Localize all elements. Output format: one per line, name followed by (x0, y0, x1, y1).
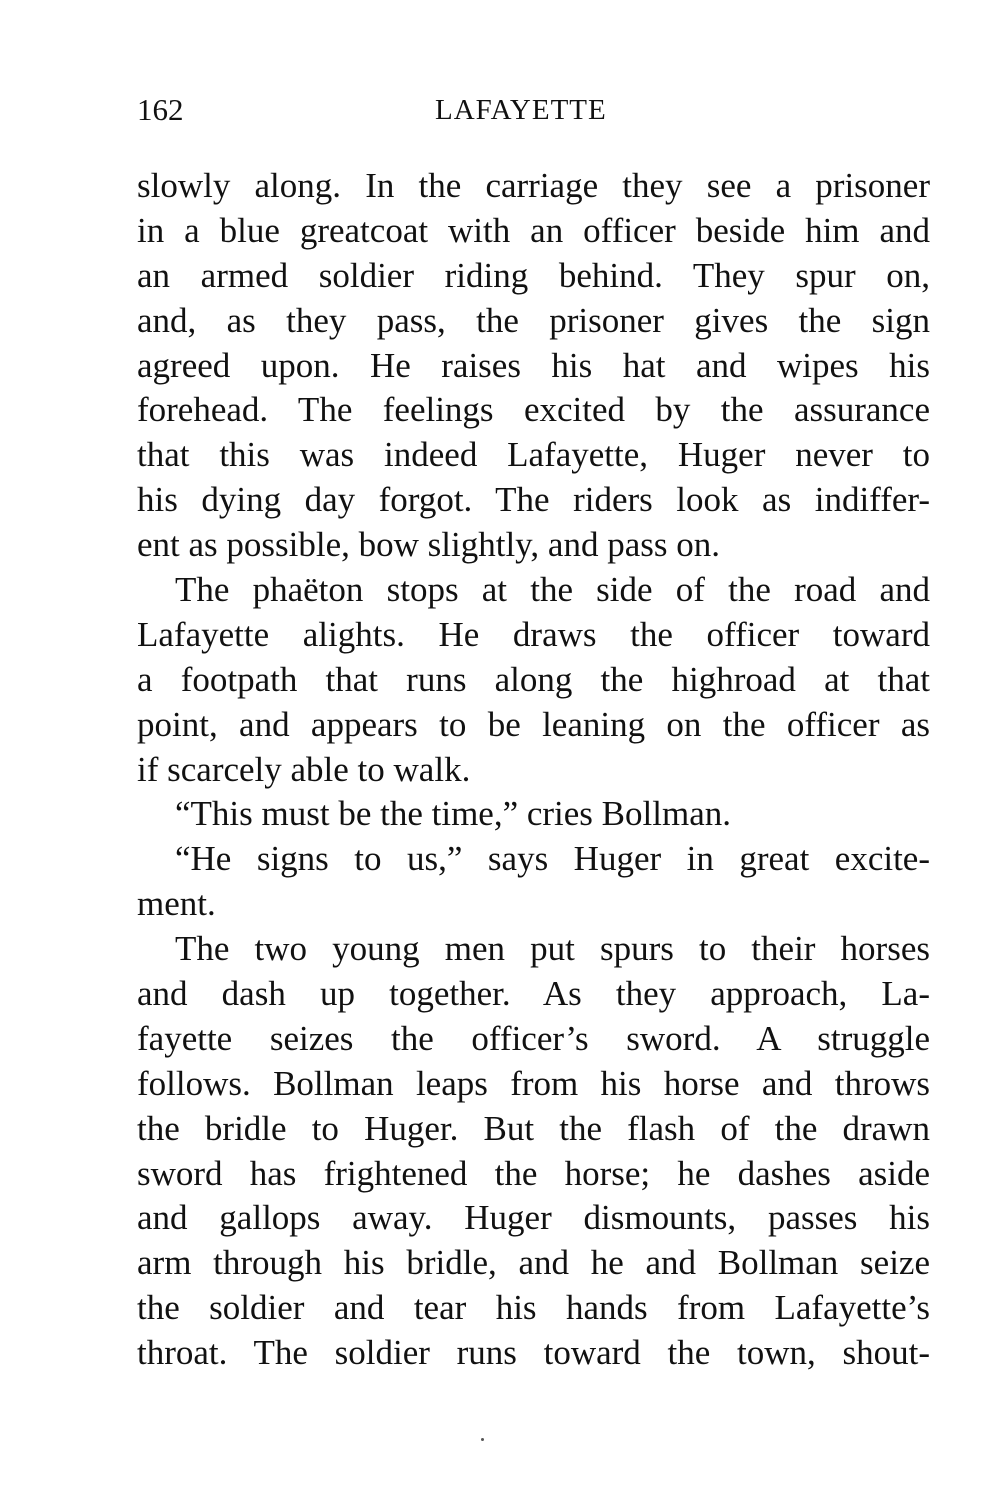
text-line: agreed upon. He raises his hat and wipes his (137, 345, 930, 385)
text-line: a footpath that runs along the highroad at that (137, 659, 930, 699)
page-header (137, 88, 930, 132)
running-title: LAFAYETTE (435, 94, 607, 126)
text-line: fayette seizes the officer’s sword. A struggle (137, 1018, 930, 1058)
text-line: ment. (137, 884, 216, 924)
text-line: forehead. The feelings excited by the assurance (137, 390, 930, 430)
text-line: in a blue greatcoat with an officer beside him and (137, 210, 930, 250)
print-speck (481, 1438, 484, 1441)
text-line: follows. Bollman leaps from his horse and throws (137, 1063, 930, 1103)
body-text (137, 164, 930, 1376)
text-line: “This must be the time,” cries Bollman. (175, 794, 731, 834)
text-line: throat. The soldier runs toward the town, shout- (137, 1333, 930, 1373)
text-line: and, as they pass, the prisoner gives the sign (137, 300, 930, 340)
text-line: “He signs to us,” says Huger in great excite- (175, 839, 930, 879)
text-line: point, and appears to be leaning on the officer as (137, 704, 930, 744)
text-line: and dash up together. As they approach, La- (137, 974, 930, 1014)
text-line: that this was indeed Lafayette, Huger never to (137, 435, 930, 475)
text-line: Lafayette alights. He draws the officer toward (137, 614, 930, 654)
text-line: an armed soldier riding behind. They spur on, (137, 255, 930, 295)
text-line: if scarcely able to walk. (137, 749, 471, 789)
text-line: sword has frightened the horse; he dashes aside (137, 1153, 930, 1193)
text-line: The two young men put spurs to their horses (175, 929, 930, 969)
text-line: slowly along. In the carriage they see a prisoner (137, 166, 930, 205)
text-line: his dying day forgot. The riders look as indiffer- (137, 480, 930, 520)
text-line: the soldier and tear his hands from Lafayette’s (137, 1288, 930, 1328)
text-line: ent as possible, bow slightly, and pass on. (137, 525, 720, 565)
page-number: 162 (137, 92, 184, 127)
text-line: and gallops away. Huger dismounts, passes his (137, 1198, 930, 1238)
text-line: the bridle to Huger. But the flash of the drawn (137, 1108, 930, 1148)
text-line: The phaëton stops at the side of the road and (175, 570, 930, 610)
text-line: arm through his bridle, and he and Bollman seize (137, 1243, 930, 1283)
